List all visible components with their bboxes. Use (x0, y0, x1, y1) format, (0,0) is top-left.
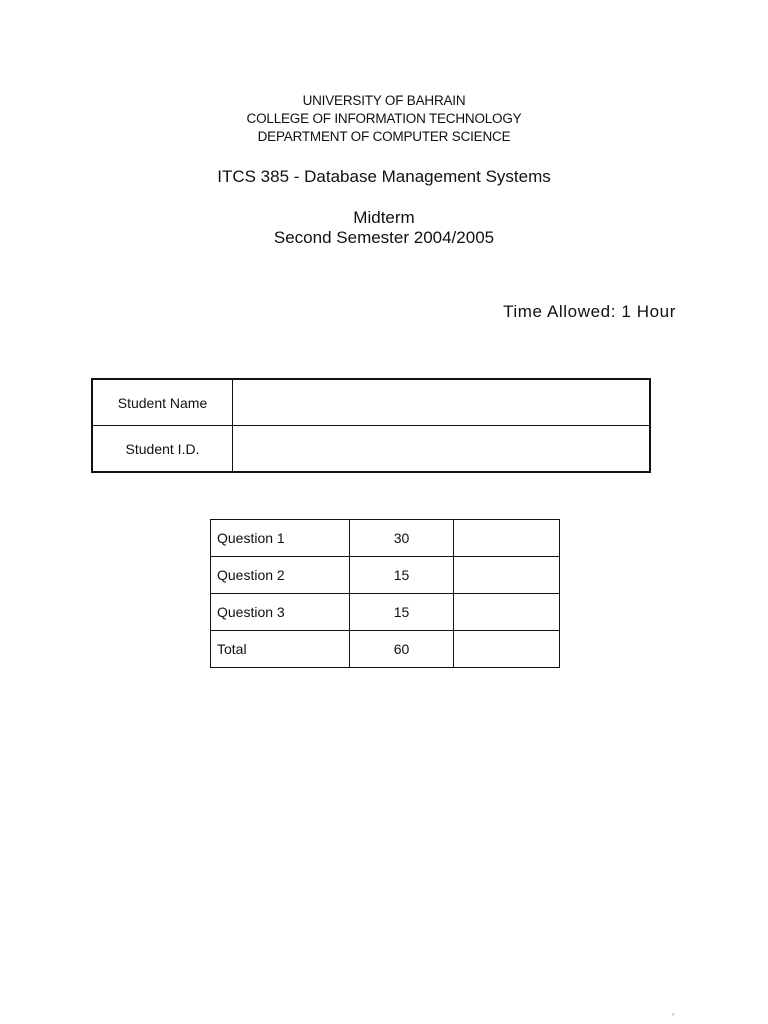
exam-semester: Second Semester 2004/2005 (273, 228, 495, 247)
question-marks: 15 (349, 594, 454, 631)
university-name: UNIVERSITY OF BAHRAIN (302, 93, 466, 108)
student-id-label: Student I.D. (92, 426, 233, 473)
time-allowed: Time Allowed: 1 Hour (503, 302, 676, 321)
exam-type: Midterm (353, 208, 415, 227)
student-id-row (92, 426, 650, 473)
marks-table (210, 519, 560, 668)
total-label: Total (211, 631, 350, 668)
student-name-field[interactable] (233, 379, 651, 426)
question-marks: 30 (349, 520, 454, 557)
student-info-table (91, 378, 651, 473)
course-title: ITCS 385 - Database Management Systems (217, 167, 551, 186)
score-cell[interactable] (454, 557, 560, 594)
table-row (211, 557, 560, 594)
exam-info (0, 208, 768, 248)
score-cell[interactable] (454, 520, 560, 557)
total-score-cell[interactable] (454, 631, 560, 668)
question-label: Question 3 (211, 594, 350, 631)
college-name: COLLEGE OF INFORMATION TECHNOLOGY (246, 111, 522, 126)
question-label: Question 2 (211, 557, 350, 594)
question-marks: 15 (349, 557, 454, 594)
score-cell[interactable] (454, 594, 560, 631)
student-name-label: Student Name (92, 379, 233, 426)
table-row (211, 631, 560, 668)
institution-header (0, 92, 768, 146)
question-label: Question 1 (211, 520, 350, 557)
corner-mark: ' (672, 1012, 674, 1022)
department-name: DEPARTMENT OF COMPUTER SCIENCE (257, 129, 511, 144)
table-row (211, 594, 560, 631)
student-id-field[interactable] (233, 426, 651, 473)
total-marks: 60 (349, 631, 454, 668)
student-name-row (92, 379, 650, 426)
table-row (211, 520, 560, 557)
